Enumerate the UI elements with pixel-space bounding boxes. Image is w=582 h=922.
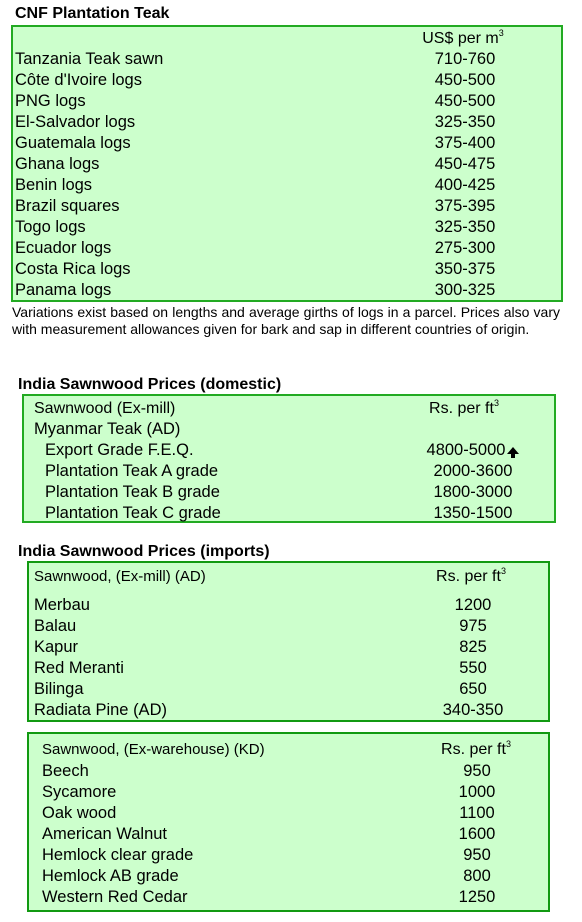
table-row: [24, 503, 554, 524]
row-value: 950: [463, 846, 491, 864]
unit-header: US$ per $m^3$: [422, 28, 504, 47]
table-row: [13, 196, 561, 217]
row-name: Sycamore: [42, 783, 117, 801]
table-row: [29, 700, 548, 721]
row-value: 710-760: [434, 50, 496, 68]
table-row: [13, 112, 561, 133]
row-name: Red Meranti: [34, 659, 124, 677]
unit-header: Rs. per $ft^3$: [436, 566, 506, 585]
row-value: 950: [463, 762, 491, 780]
row-value: 1600: [458, 825, 496, 843]
table-header: [29, 566, 548, 587]
table-row: [29, 845, 548, 866]
row-name: Costa Rica logs: [15, 260, 131, 278]
row-name: Guatemala logs: [15, 134, 131, 152]
row-name: Plantation Teak B grade: [45, 483, 220, 501]
row-value: 300-325: [434, 281, 496, 299]
table-row: [13, 217, 561, 238]
section-title-cnf: CNF Plantation Teak: [15, 5, 170, 22]
table-note: Variations exist based on lengths and average girths of logs in a parcel. Prices also vary with measurement allowances given for bark and sap in different countries of origin.: [12, 304, 560, 337]
table-row: [13, 133, 561, 154]
table-row: [29, 595, 548, 616]
table-row: [13, 154, 561, 175]
row-name: Bilinga: [34, 680, 84, 698]
row-name: PNG logs: [15, 92, 86, 110]
row-value: 400-425: [434, 176, 496, 194]
row-value: 800: [463, 867, 491, 885]
row-value: 1000: [458, 783, 496, 801]
row-value: 4800-5000: [418, 440, 528, 461]
row-name: Beech: [42, 762, 89, 780]
row-value: 1250: [458, 888, 496, 906]
row-value: 450-475: [434, 155, 496, 173]
row-name: Tanzania Teak sawn: [15, 50, 164, 68]
table-row: [13, 49, 561, 70]
section-title-imports: India Sawnwood Prices (imports): [18, 543, 270, 560]
row-value: 2000-3600: [433, 462, 513, 480]
unit-header: Rs. per $ft^3$: [441, 739, 511, 758]
table-row: [29, 803, 548, 824]
row-value: 650: [459, 680, 487, 698]
row-value: 975: [459, 617, 487, 635]
row-value: 275-300: [434, 239, 496, 257]
header-name: Sawnwood, (Ex-warehouse) (KD): [42, 741, 265, 758]
header-name: Sawnwood, (Ex-mill) (AD): [34, 568, 206, 585]
row-name: Ecuador logs: [15, 239, 112, 257]
up-arrow-icon: [507, 447, 519, 454]
row-name: El-Salvador logs: [15, 113, 136, 131]
table-row: [13, 280, 561, 301]
row-name: Plantation Teak C grade: [45, 504, 221, 522]
table-row: [29, 658, 548, 679]
table-row: [29, 679, 548, 700]
imports-table-exwarehouse: [27, 732, 550, 912]
row-value: 825: [459, 638, 487, 656]
table-header: [29, 739, 548, 760]
section-title-domestic: India Sawnwood Prices (domestic): [18, 376, 282, 393]
table-row: [29, 616, 548, 637]
group-label: Myanmar Teak (AD): [34, 420, 181, 438]
unit-header: Rs. per $ft^3$: [429, 398, 499, 417]
row-name: Oak wood: [42, 804, 117, 822]
imports-table-exmill: [27, 561, 550, 722]
row-name: Western Red Cedar: [42, 888, 188, 906]
row-name: Brazil squares: [15, 197, 120, 215]
table-row: [24, 440, 554, 461]
row-value: 1350-1500: [433, 504, 513, 522]
row-value: 375-400: [434, 134, 496, 152]
row-name: Balau: [34, 617, 77, 635]
table-row: [29, 887, 548, 908]
cnf-price-table: [11, 25, 563, 302]
domestic-price-table: [22, 394, 556, 523]
row-name: Radiata Pine (AD): [34, 701, 167, 719]
table-row: [13, 259, 561, 280]
row-value: 325-350: [434, 218, 496, 236]
row-name: Hemlock AB grade: [42, 867, 179, 885]
table-row: [13, 91, 561, 112]
row-value: 1100: [459, 804, 495, 822]
row-name: Hemlock clear grade: [42, 846, 194, 864]
table-row: [13, 238, 561, 259]
row-value: 375-395: [434, 197, 496, 215]
row-name: Côte d'Ivoire logs: [15, 71, 142, 89]
row-name: Benin logs: [15, 176, 93, 194]
row-name: Togo logs: [15, 218, 86, 236]
table-row: [29, 637, 548, 658]
row-name: Plantation Teak A grade: [45, 462, 219, 480]
row-value: 325-350: [434, 113, 496, 131]
header-name: Sawnwood (Ex-mill): [34, 400, 176, 417]
table-header: [24, 398, 554, 419]
table-row: [29, 782, 548, 803]
table-row: [24, 461, 554, 482]
row-name: Kapur: [34, 638, 79, 656]
row-value: 1200: [454, 596, 492, 614]
row-name: Panama logs: [15, 281, 112, 299]
table-row: [24, 482, 554, 503]
table-header: [13, 28, 561, 49]
table-row: [29, 866, 548, 887]
row-value: 350-375: [434, 260, 496, 278]
row-value: 1800-3000: [433, 483, 513, 501]
row-name: Export Grade F.E.Q.: [45, 441, 194, 459]
row-value: 450-500: [434, 92, 496, 110]
table-row: [29, 761, 548, 782]
table-row: [29, 824, 548, 845]
row-name: American Walnut: [42, 825, 168, 843]
row-value: 340-350: [442, 701, 504, 719]
row-value: 550: [459, 659, 487, 677]
table-row: [13, 175, 561, 196]
row-name: Merbau: [34, 596, 90, 614]
row-name: Ghana logs: [15, 155, 100, 173]
table-row: [13, 70, 561, 91]
row-value: 450-500: [434, 71, 496, 89]
